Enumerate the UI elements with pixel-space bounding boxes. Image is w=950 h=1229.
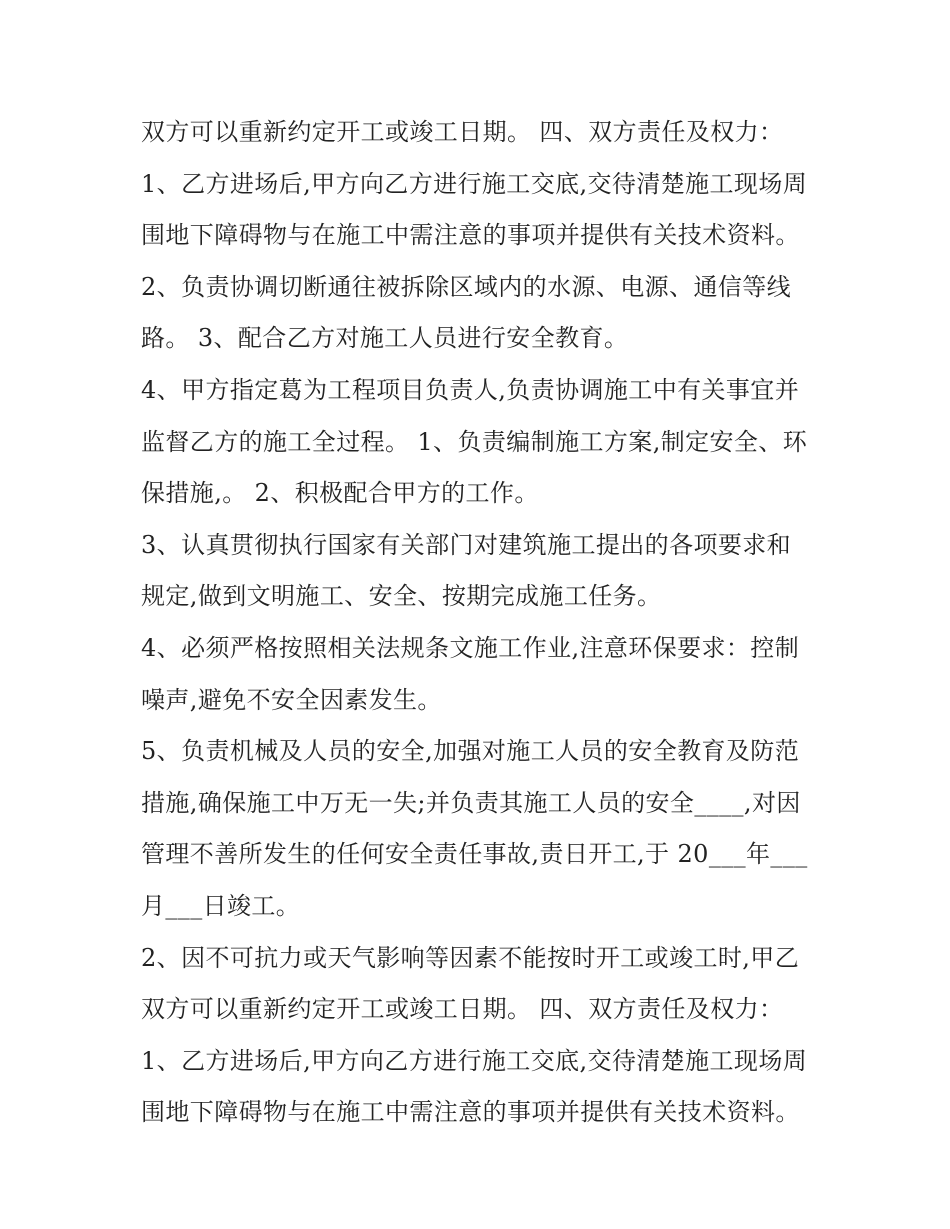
text-line: 1、乙方进场后,甲方向乙方进行施工交底,交待清楚施工现场周 [141,169,808,198]
text-line: 措施,确保施工中万无一失;并负责其施工人员的安全____,对因 [141,788,801,817]
document-body [141,107,821,1139]
text-line: 双方可以重新约定开工或竣工日期。 四、双方责任及权力： [141,995,784,1024]
text-line: 保措施,。 2、积极配合甲方的工作。 [141,479,539,508]
text-line: 监督乙方的施工全过程。 1、负责编制施工方案,制定安全、环 [141,427,808,456]
text-line: 4、必须严格按照相关法规条文施工作业,注意环保要求：控制 [141,633,800,662]
text-line: 3、认真贯彻执行国家有关部门对建筑施工提出的各项要求和 [141,530,792,559]
text-line: 噪声,避免不安全因素发生。 [141,685,442,714]
text-line: 2、因不可抗力或天气影响等因素不能按时开工或竣工时,甲乙 [141,943,800,972]
text-line: 1、乙方进场后,甲方向乙方进行施工交底,交待清楚施工现场周 [141,1046,808,1075]
text-line: 围地下障碍物与在施工中需注意的事项并提供有关技术资料。 [141,221,800,250]
text-line: 4、甲方指定葛为工程项目负责人,负责协调施工中有关事宜并 [141,375,800,404]
text-line: 5、负责机械及人员的安全,加强对施工人员的安全教育及防范 [141,737,800,766]
text-line: 月___日竣工。 [141,891,301,920]
text-line: 路。 3、配合乙方对施工人员进行安全教育。 [141,324,629,353]
text-line: 2、负责协调切断通往被拆除区域内的水源、电源、通信等线 [141,272,792,301]
text-line: 双方可以重新约定开工或竣工日期。 四、双方责任及权力： [141,118,784,146]
text-line: 围地下障碍物与在施工中需注意的事项并提供有关技术资料。 [141,1098,800,1127]
text-line: 规定,做到文明施工、安全、按期完成施工任务。 [141,582,662,611]
text-line: 管理不善所发生的任何安全责任事故,责日开工,于 20___年___ [141,840,808,869]
